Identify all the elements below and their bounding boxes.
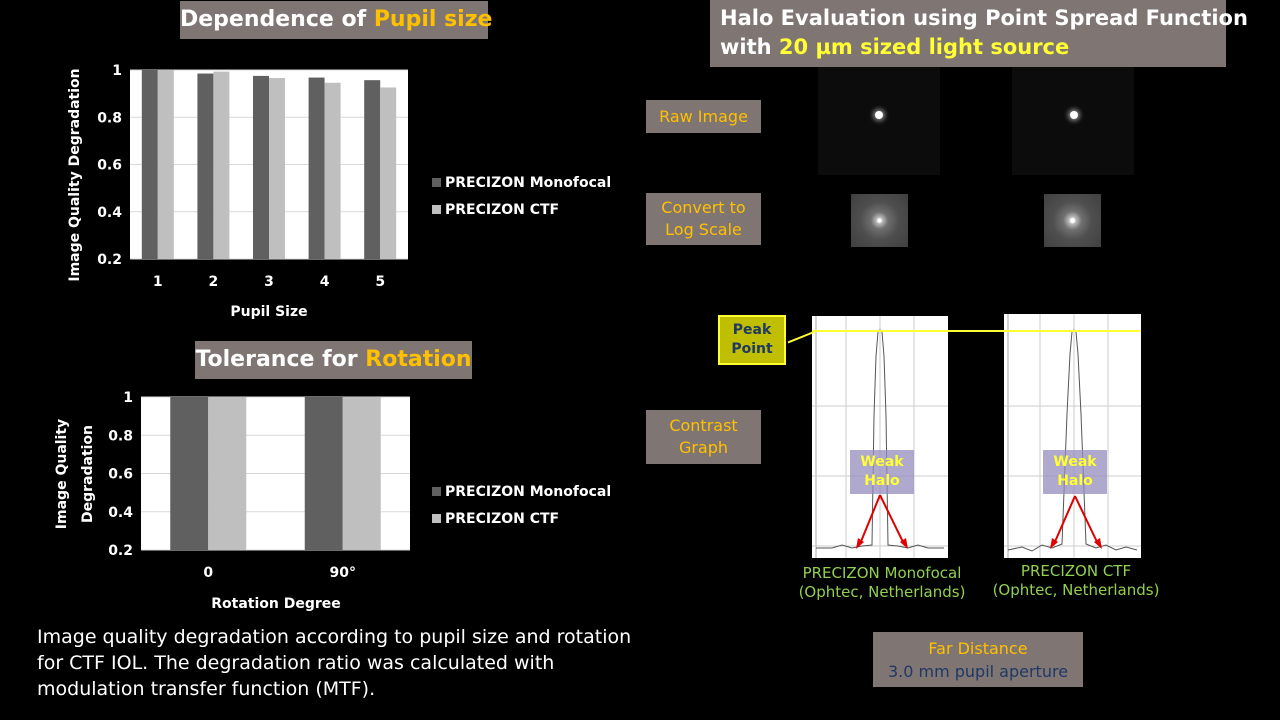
log-scale-label-line1: Convert to [661,198,746,217]
x-tick-label: 2 [208,274,219,290]
weak-halo-monofocal [850,450,914,494]
lens-caption-monofocal-line2: (Ophtec, Netherlands) [798,583,966,601]
y-tick-label: 0.8 [108,428,133,445]
peak-point-line2: Point [731,341,773,357]
x-tick-label: 5 [375,274,386,290]
bar [305,397,343,550]
lens-caption-ctf-line2: (Ophtec, Netherlands) [992,581,1160,599]
bar [380,87,396,259]
far-distance-label: Far Distance [928,639,1028,658]
rotation-title [195,341,472,379]
rotation-xlabel: Rotation Degree [211,596,341,612]
y-tick-label: 0.2 [108,543,133,559]
contrast-graph-ctf [1004,314,1141,558]
legend-swatch-monofocal [432,487,441,496]
log-image-monofocal [851,194,908,247]
contrast-graph-label-line1: Contrast [669,416,738,435]
rotation-chart [0,380,420,620]
bar [158,70,174,259]
y-tick-label: 0.6 [108,466,133,483]
x-tick-label: 0 [203,565,214,581]
pupil-size-chart [0,50,420,330]
bar [364,80,380,259]
lens-caption-ctf [984,562,1168,600]
weak-halo-line1: Weak [860,454,904,470]
bar [197,74,213,259]
y-tick-label: 0.4 [108,504,133,521]
peak-connector [788,331,815,343]
far-distance-box [873,632,1083,687]
raw-image-monofocal-dot [875,111,883,119]
pupil-legend-monofocal [432,175,611,191]
pupil-aperture-label: 3.0 mm pupil aperture [887,662,1069,681]
lens-caption-monofocal [790,564,974,602]
log-scale-label [646,193,761,245]
raw-image-ctf [1012,67,1134,175]
weak-halo-line2: Halo [864,473,900,489]
pupil-size-title-highlight: Pupil size [373,7,493,32]
halo-title-line2-prefix: with [720,35,779,59]
weak-halo-line2: Halo [1057,473,1093,489]
rotation-ylabel-line2: Degradation [80,424,96,524]
raw-image-label-text: Raw Image [659,107,748,126]
bar [269,78,285,259]
x-tick-label: 90° [329,565,356,581]
raw-image-monofocal [818,67,940,175]
figure-caption [37,624,637,702]
log-scale-label-line2: Log Scale [665,220,742,239]
bar [343,397,381,550]
pupil-size-title [180,1,493,39]
y-tick-label: 1 [123,390,133,406]
pupil-size-xlabel: Pupil Size [230,304,308,320]
raw-image-ctf-dot [1070,111,1078,119]
y-tick-label: 0.8 [97,110,122,127]
legend-label-ctf: PRECIZON CTF [445,202,560,218]
legend-label-monofocal: PRECIZON Monofocal [445,484,612,500]
rotation-title-prefix: Tolerance for [195,347,366,372]
rotation-title-highlight: Rotation [365,347,472,372]
x-tick-label: 1 [152,274,163,290]
rotation-ylabel-line1: Image Quality [54,418,70,530]
lens-caption-monofocal-line1: PRECIZON Monofocal [802,564,962,582]
legend-swatch-monofocal [432,178,441,187]
x-tick-label: 4 [319,274,330,290]
bar [208,397,246,550]
contrast-graph-label [646,410,761,464]
bar [142,70,158,259]
weak-halo-line1: Weak [1053,454,1097,470]
bar [170,397,208,550]
contrast-graph-label-line2: Graph [678,438,729,457]
caption-line-1: Image quality degradation according to pupil size and rotation [37,626,632,648]
y-tick-label: 0.4 [97,204,122,221]
y-tick-label: 0.2 [97,252,122,268]
bar [325,83,341,259]
caption-line-2: for CTF IOL. The degradation ratio was calculated with [37,652,555,674]
peak-point-label [718,315,786,365]
caption-line-3: modulation transfer function (MTF). [37,678,376,700]
pupil-legend-ctf [432,202,559,218]
halo-title-line1: Halo Evaluation using Point Spread Function [720,6,1248,30]
peak-line [812,330,1141,332]
bar [213,72,229,259]
legend-swatch-ctf [432,514,441,523]
pupil-size-title-prefix: Dependence of [180,7,374,32]
y-tick-label: 1 [112,63,122,79]
legend-label-ctf: PRECIZON CTF [445,511,560,527]
raw-image-label [646,100,761,133]
graph-background [1004,314,1141,558]
legend-label-monofocal: PRECIZON Monofocal [445,175,612,191]
rotation-legend-monofocal [432,484,611,500]
weak-halo-ctf [1043,450,1107,494]
lens-caption-ctf-line1: PRECIZON CTF [1020,562,1132,580]
bar [253,76,269,259]
rotation-legend-ctf [432,511,559,527]
log-image-ctf [1044,194,1101,247]
x-tick-label: 3 [264,274,274,290]
contrast-graph-monofocal [812,316,948,558]
peak-point-line1: Peak [732,322,772,338]
y-tick-label: 0.6 [97,157,122,174]
pupil-size-ylabel: Image Quality Degradation [67,68,83,282]
halo-title-line2-highlight: 20 µm sized light source [778,35,1070,59]
legend-swatch-ctf [432,205,441,214]
halo-title [710,0,1248,67]
bar [309,78,325,259]
